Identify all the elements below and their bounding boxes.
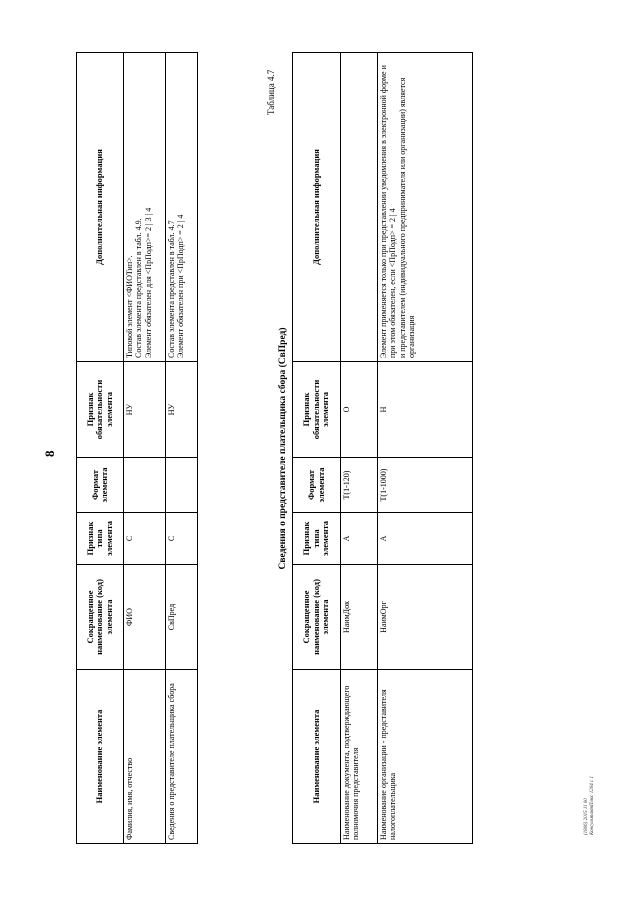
- info-line: Типовой элемент <ФИОТип>.: [125, 255, 134, 358]
- header-cell: Наименование элемента: [293, 670, 341, 844]
- cell-name: Наименование документа, подтверждающего полномочия представителя: [341, 670, 378, 844]
- cell-code: НаимДок: [341, 565, 378, 670]
- cell-code: СвПред: [166, 565, 198, 670]
- info-line: Элемент обязателен для <ПрПодп>= 2 | 3 | 4: [143, 207, 153, 358]
- table-continuation: [76, 52, 198, 844]
- cell-required: Н: [378, 362, 473, 458]
- header-cell: Формат элемента: [293, 458, 341, 513]
- header-cell: Сокращенное наименование (код) элемента: [293, 565, 341, 670]
- table-row: [166, 53, 198, 844]
- cell-required: НУ: [166, 362, 198, 458]
- header-cell: Дополнительная информация: [293, 53, 341, 362]
- header-cell: Признак обязательности элемента: [293, 362, 341, 458]
- page-number: 8: [42, 450, 57, 457]
- cell-info: [341, 53, 378, 362]
- table-row: [124, 53, 166, 844]
- cell-type: С: [166, 513, 198, 565]
- table-row: [378, 53, 473, 844]
- cell-name: Сведения о представителе плательщика сбора: [166, 670, 198, 844]
- stamp-line: КонсультантПлюс 1204 с 1: [590, 776, 595, 835]
- info-line: Элемент обязателен при <ПрПодп> = 2 | 4: [176, 214, 186, 358]
- info-line: Состав элемента представлен в табл. 4.7: [167, 220, 176, 358]
- cell-format: Т(1-1000): [378, 458, 473, 513]
- header-cell: Дополнительная информация: [77, 53, 124, 362]
- cell-required: О: [341, 362, 378, 458]
- cell-format: [124, 458, 166, 513]
- header-cell: Признак обязательности элемента: [77, 362, 124, 458]
- cell-info: [124, 53, 166, 362]
- info-line: Состав элемента представлен в табл. 4.9.: [134, 218, 144, 358]
- cell-code: ФИО: [124, 565, 166, 670]
- table-header-row: [293, 53, 341, 844]
- cell-info: [378, 53, 473, 362]
- info-line: и представителем (индивидуального предпринимателя или организации) является организация: [397, 77, 417, 358]
- header-cell: Сокращенное наименование (код) элемента: [77, 565, 124, 670]
- cell-format: [166, 458, 198, 513]
- scan-stamp: [584, 776, 596, 835]
- table-row: [341, 53, 378, 844]
- header-cell: Признак типа элемента: [77, 513, 124, 565]
- cell-type: А: [378, 513, 473, 565]
- cell-required: НУ: [124, 362, 166, 458]
- cell-type: А: [341, 513, 378, 565]
- cell-name: Наименование организации - представителя налогоплательщика: [378, 670, 473, 844]
- table-header-row: [77, 53, 124, 844]
- table-4-7: [292, 52, 473, 844]
- table-title: Сведения о представителе плательщика сбора (СвПред): [278, 327, 288, 570]
- info-line: Элемент применяется только при представлении уведомления в электронной форме и при этом обязателен, если <ПрПодп> = 2 | 4: [379, 65, 398, 358]
- header-cell: Признак типа элемента: [293, 513, 341, 565]
- stamp-line: (1806) 2015 11 00: [584, 798, 589, 835]
- table-label: Таблица 4.7: [266, 69, 276, 115]
- cell-code: НаимОрг: [378, 565, 473, 670]
- header-cell: Наименование элемента: [77, 670, 124, 844]
- header-cell: Формат элемента: [77, 458, 124, 513]
- cell-format: Т(1-120): [341, 458, 378, 513]
- cell-name: Фамилия, имя, отчество: [124, 670, 166, 844]
- cell-type: С: [124, 513, 166, 565]
- cell-info: [166, 53, 198, 362]
